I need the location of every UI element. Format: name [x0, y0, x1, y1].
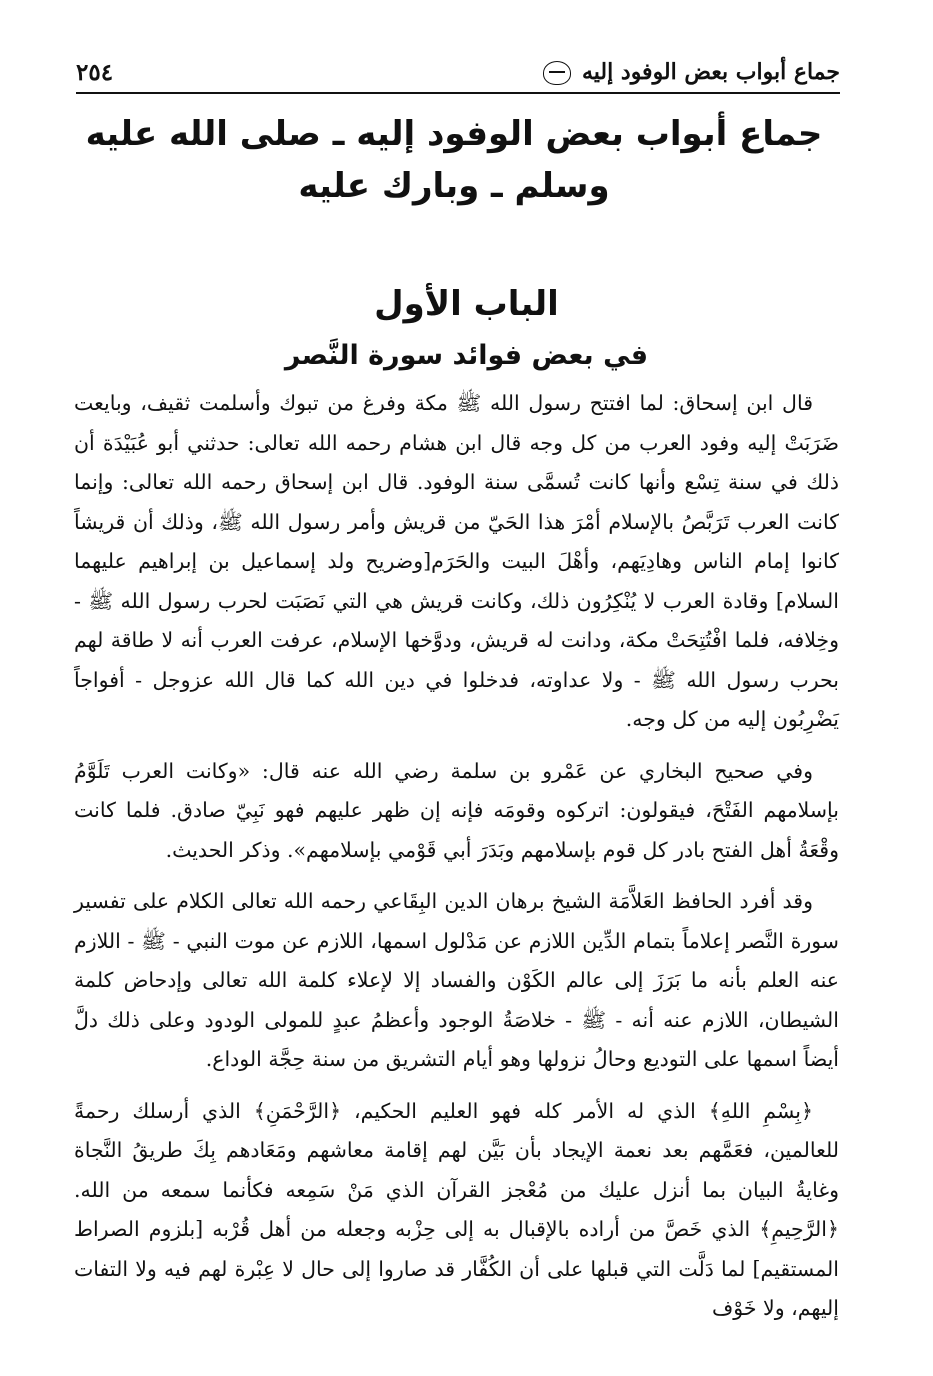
page-number: ٢٥٤: [76, 58, 114, 86]
paragraph: وقد أفرد الحافظ العَلاَّمَة الشيخ برهان الدين البِقَاعي رحمه الله تعالى الكلام على تفسير سورة النَّصر إعلاماً بتمام الدِّين اللازم عن مَدْلول اسمها، اللازم عن موت النبي - ﷺ - اللازم عنه العلم بأنه ما بَرَزَ إلى عالم الكَوْن والفساد إلا لإعلاء كلمة الله تعالى وإدحاض كلمة الشيطان، اللازم عنه أنه - ﷺ - خلاصَةُ الوجود وأعظمُ عبدٍ للمولى الودود وعلى ذلك دلَّ أيضاً اسمها على التوديع وحالُ نزولها وهو أيام التشريق من سنة حِجَّة الوداع.: [74, 889, 839, 1071]
paragraph: قال ابن إسحاق: لما افتتح رسول الله ﷺ مكة وفرغ من تبوك وأسلمت ثقيف، وبايعت ضَرَبَتْ إليه وفود العرب من كل وجه قال ابن هشام رحمه الله تعالى: حدثني أبو عُبَيْدَة أن ذلك في سنة تِسْع وأنها كانت تُسمَّى سنة الوفود. قال ابن إسحاق رحمه الله تعالى: وإنما كانت العرب تَرَبَّصُ بالإسلام أمْرَ هذا الحَيّ من قريش وأمر رسول الله ﷺ، وذلك أن قريشاً كانوا إمام الناس وهادِيَهم، وأهْلَ البيت والحَرَم[وضريح ولد إسماعيل بن إبراهيم عليهما السلام] وقادة العرب لا يُنْكِرُون ذلك، وكانت قريش هي التي نَصَبَت لحرب رسول الله ﷺ - وخِلافه، فلما افْتُتِحَتْ مكة، ودانت له قريش، ودوَّخها الإسلام، عرفت العرب أنه لا طاقة لهم بحرب رسول الله ﷺ - ولا عداوته، فدخلوا في دين الله كما قال الله عزوجل - أفواجاً يَضْرِبُون إليه من كل وجه.: [74, 391, 839, 731]
running-title-text: جماع أبواب بعض الوفود إليه: [581, 59, 840, 85]
running-title: [540, 59, 840, 85]
chapter-heading: الباب الأول: [374, 284, 559, 324]
salawat-ligature-icon: [543, 61, 571, 85]
paragraph: وفي صحيح البخاري عن عَمْرو بن سلمة رضي الله عنه قال: «وكانت العرب تَلَوَّمُ بإسلامهم الفَتْحَ، فيقولون: اتركوه وقومَه فإنه إن ظهر عليهم فهو نَبِيّ صادق. فلما كانت وقْعَةُ أهل الفتح بادر كل قوم بإسلامهم وبَدَرَ أبي قَوْمي بإسلامهم». وذكر الحديث.: [74, 758, 839, 862]
running-header: [76, 52, 840, 94]
body-text: [74, 384, 839, 1329]
main-title: جماع أبواب بعض الوفود إليه ـ صلى الله عليه وسلم ـ وبارك عليه: [85, 114, 823, 206]
chapter-subheading: في بعض فوائد سورة النَّصر: [284, 340, 649, 371]
paragraph: ﴿بِسْمِ اللهِ﴾ الذي له الأمر كله فهو العليم الحكيم، ﴿الرَّحْمَنِ﴾ الذي أرسلك رحمةً للعالمين، فعَمَّهم بعد نعمة الإيجاد بأن بَيَّن لهم إقامة معاشهم ومَعَادهم بِكَ طريقُ النَّجاة وغايةُ البيان بما أنزل عليك من مُعْجز القرآن الذي مَنْ سَمِعه فكأنما سمعه من الله. ﴿الرَّحِيمِ﴾ الذي خَصَّ من أراده بالإقبال به إلى حِزْبه وجعله من أهل قُرْبه [بلزوم الصراط المستقيم] لما دَلَّت التي قبلها على أن الكُفَّار قد صاروا إلى حال لا عِبْرة لهم فيه ولا التفات إليهم، ولا خَوْف: [74, 1098, 839, 1320]
